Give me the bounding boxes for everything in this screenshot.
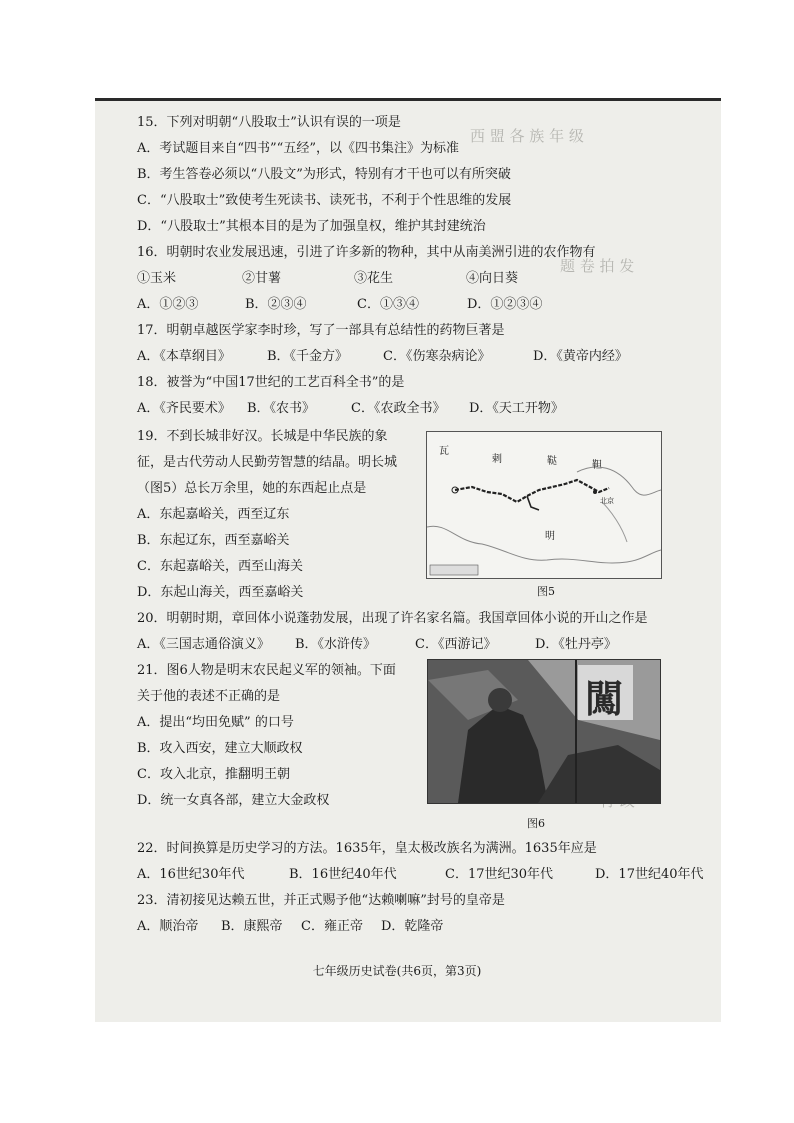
question-18-stem: 18．被誉为“中国17世纪的工艺百科全书”的是 (137, 375, 405, 390)
question-15-option-b: B．考生答卷必须以“八股文”为形式，特别有才干也可以有所突破 (137, 167, 511, 182)
question-22-option-d: D．17世纪40年代 (595, 867, 704, 882)
banner-character: 闖 (585, 676, 624, 721)
map-label: 明 (545, 531, 555, 542)
question-15-option-d: D．“八股取士”其根本目的是为了加强皇权，维护其封建统治 (137, 219, 486, 234)
bleed-through-text: 西 盟 各 族 年 级 (470, 127, 584, 145)
question-20-option-d: D．《牡丹亭》 (535, 637, 617, 652)
question-17-option-c: C．《伤寒杂病论》 (383, 349, 491, 364)
question-18-options (137, 399, 564, 419)
question-16-options (137, 295, 542, 315)
question-16-item: ④向日葵 (466, 271, 519, 286)
question-18-option-a: A．《齐民要术》 (137, 401, 231, 416)
question-19-option-d: D．东起山海关，西至嘉峪关 (137, 585, 304, 600)
question-22-stem: 22．时间换算是历史学习的方法。1635年，皇太极改族名为满洲。1635年应是 (137, 841, 597, 856)
question-21-option-a: A．提出“均田免赋” 的口号 (137, 715, 294, 730)
question-23-option-b: B．康熙帝 (221, 919, 283, 934)
question-16-option-b: B．②③④ (245, 297, 307, 312)
question-21-option-b: B．攻入西安，建立大顺政权 (137, 741, 303, 756)
question-17-option-a: A．《本草纲目》 (137, 349, 231, 364)
question-18-option-c: C．《农政全书》 (351, 401, 446, 416)
question-21-option-c: C．攻入北京，推翻明王朝 (137, 767, 290, 782)
figure-6-caption: 图6 (527, 817, 545, 830)
question-17-option-d: D．《黄帝内经》 (533, 349, 628, 364)
question-16-items (137, 269, 518, 289)
figure-6-image (427, 659, 661, 804)
question-20-option-b: B．《水浒传》 (295, 637, 377, 652)
question-16-option-c: C．①③④ (357, 297, 419, 312)
map-label: 靼 (592, 460, 602, 471)
question-19-option-c: C．东起嘉峪关，西至山海关 (137, 559, 303, 574)
question-20-option-c: C．《西游记》 (415, 637, 497, 652)
question-19-option-a: A．东起嘉峪关，西至辽东 (137, 507, 290, 522)
question-23-stem: 23．清初接见达赖五世，并正式赐予他“达赖喇嘛”封号的皇帝是 (137, 893, 505, 908)
question-16-item: ①玉米 (137, 271, 177, 286)
question-19-stem: （图5）总长万余里，她的东西起止点是 (137, 481, 367, 496)
question-17-options (137, 347, 628, 367)
question-22-options (137, 865, 704, 885)
question-16-item: ③花生 (354, 271, 394, 286)
question-16-item: ②甘薯 (242, 271, 282, 286)
question-19-stem: 征，是古代劳动人民勤劳智慧的结晶。明长城 (137, 455, 398, 470)
question-18-option-b: B．《农书》 (247, 401, 316, 416)
question-22-option-c: C．17世纪30年代 (445, 867, 554, 882)
question-20-stem: 20．明朝时期，章回体小说蓬勃发展，出现了许名家名篇。我国章回体小说的开山之作是 (137, 611, 648, 626)
question-16-option-d: D．①②③④ (467, 297, 543, 312)
question-15-option-a: A．考试题目来自“四书”“五经”，以《四书集注》为标准 (137, 141, 459, 156)
question-18-option-d: D．《天工开物》 (469, 401, 564, 416)
question-23-option-c: C．雍正帝 (301, 919, 363, 934)
question-21-stem: 21．图6人物是明末农民起义军的领袖。下面 (137, 663, 396, 678)
question-15-option-c: C．“八股取士”致使考生死读书、读死书，不利于个性思维的发展 (137, 193, 512, 208)
question-17-stem: 17．明朝卓越医学家李时珍，写了一部具有总结性的药物巨著是 (137, 323, 505, 338)
question-21-stem: 关于他的表述不正确的是 (137, 689, 281, 704)
page-footer: 七年级历史试卷(共6页，第3页) (312, 964, 482, 978)
question-20-options (137, 635, 617, 655)
question-19-stem: 19．不到长城非好汉。长城是中华民族的象 (137, 429, 388, 444)
map-label: 瓦 (439, 446, 449, 457)
rebel-leader-painting (428, 660, 660, 803)
question-21-option-d: D．统一女真各部，建立大金政权 (137, 793, 330, 808)
question-23-options (137, 917, 443, 937)
question-15-stem: 15．下列对明朝“八股取士”认识有误的一项是 (137, 115, 401, 130)
question-23-option-d: D．乾隆帝 (381, 919, 444, 934)
question-20-option-a: A．《三国志通俗演义》 (137, 637, 270, 652)
map-label: 剌 (492, 454, 502, 465)
bleed-through-text: 题 卷 拍 发 (560, 257, 635, 275)
question-23-option-a: A．顺治帝 (137, 919, 199, 934)
map-label: 鞑 (547, 456, 557, 467)
question-17-option-b: B．《千金方》 (267, 349, 349, 364)
figure-5-map (426, 431, 662, 579)
map-label: 北京 (600, 497, 614, 505)
great-wall-map-drawing (427, 432, 661, 578)
question-22-option-b: B．16世纪40年代 (289, 867, 397, 882)
question-16-stem: 16．明朝时农业发展迅速，引进了许多新的物种，其中从南美洲引进的农作物有 (137, 245, 596, 260)
question-16-option-a: A．①②③ (137, 297, 199, 312)
question-22-option-a: A．16世纪30年代 (137, 867, 245, 882)
question-19-option-b: B．东起辽东，西至嘉峪关 (137, 533, 290, 548)
figure-5-caption: 图5 (537, 585, 555, 598)
